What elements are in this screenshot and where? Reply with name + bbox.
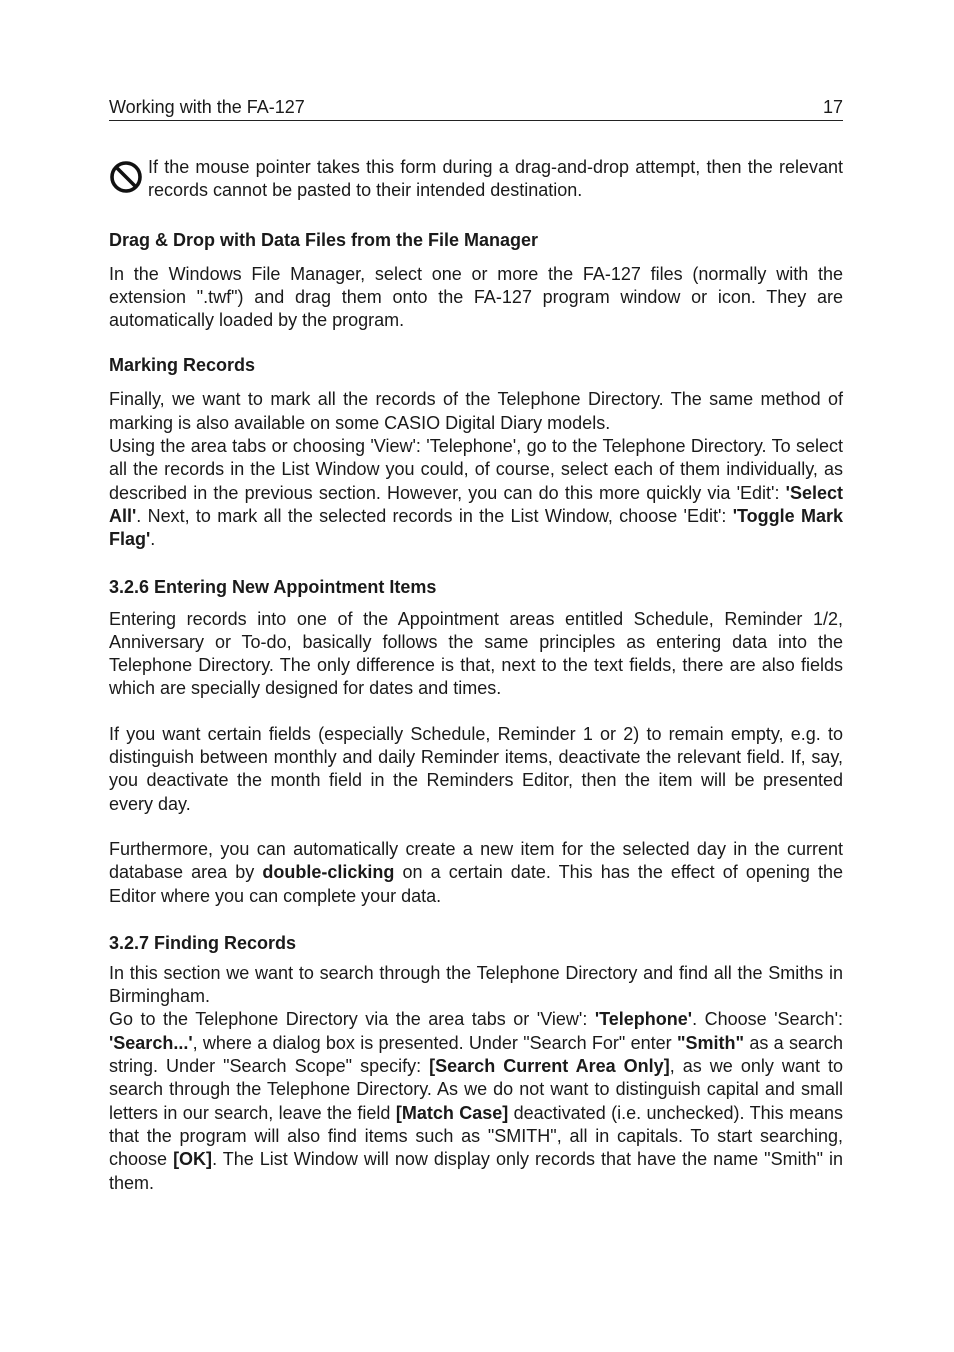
marking-paragraph-1: Finally, we want to mark all the records of the Telephone Directory. The same method of marking is also available on some CASIO Digital Diary models. bbox=[109, 389, 843, 433]
page-content bbox=[109, 156, 843, 1195]
marking-paragraph-2: Using the area tabs or choosing 'View': 'Telephone', go to the Telephone Directory. To select all the records in the List Window you could, of course, select each of them individually, as described in the previous section. However, you can do this more quickly via 'Edit': 'Select All'. Next, to mark all the selected records in the List Window, choose 'Edit': 'Toggle Mark Flag'. bbox=[109, 436, 843, 550]
note-text: If the mouse pointer takes this form during a drag-and-drop attempt, then the relevant records cannot be pasted to their intended destination. bbox=[148, 157, 843, 201]
finding-paragraph-2: Go to the Telephone Directory via the area tabs or 'View': 'Telephone'. Choose 'Search': 'Search...', where a dialog box is presented. Under "Search For" enter "Smith" as a search string. Under "Search Scope" specify: [Search Current Area Only], as we only want to search through the Telephone Directory. As we do not want to distinguish capital and small letters in our search, leave the field [Match Case] deactivated (i.e. unchecked). This means that the program will also find items such as "SMITH", all in capitals. To start searching, choose [OK]. The List Window will now display only records that have the name "Smith" in them. bbox=[109, 1009, 844, 1193]
page-number: 17 bbox=[822, 97, 843, 117]
prohibited-icon bbox=[109, 160, 143, 194]
double-clicking-term: double-clicking bbox=[262, 862, 395, 883]
heading-section-3-2-7: 3.2.7 Finding Records bbox=[109, 932, 297, 953]
appointments-paragraph-2: If you want certain fields (especially Schedule, Reminder 1 or 2) to remain empty, e.g. to distinguish between monthly and daily Reminder items, deactivate the relevant field. If, say, you deactivate the month field in the Reminders Editor, then the item will be presented every day. bbox=[109, 723, 843, 814]
heading-section-3-2-6: 3.2.6 Entering New Appointment Items bbox=[109, 576, 437, 597]
finding-paragraph-1: In this section we want to search through the Telephone Directory and find all the Smiths in Birmingham. bbox=[109, 962, 843, 1007]
select-all-command: 'Select All' bbox=[109, 482, 843, 526]
warning-note bbox=[109, 156, 843, 203]
running-header bbox=[109, 96, 843, 121]
heading-drag-drop: Drag & Drop with Data Files from the File Manager bbox=[109, 229, 539, 250]
heading-marking-records: Marking Records bbox=[109, 355, 256, 376]
toggle-mark-flag-command: 'Toggle Mark Flag' bbox=[109, 505, 843, 550]
drag-drop-body: In the Windows File Manager, select one or more the FA-127 files (normally with the extension ".twf") and drag them onto the FA-127 program window or icon. They are automatically loaded by the program. bbox=[109, 263, 843, 331]
appointments-paragraph-1: Entering records into one of the Appointment areas entitled Schedule, Reminder 1/2, Anniversary or To-do, basically follows the same principles as entering data into the Telephone Directory. The only difference is that, next to the text fields, there are also fields which are specially designed for dates and times. bbox=[109, 608, 843, 699]
header-title: Working with the FA-127 bbox=[109, 97, 305, 117]
appointments-paragraph-3: Furthermore, you can automatically create a new item for the selected day in the current database area by double-clicking on a certain date. This has the effect of opening the Editor where you can complete your data. bbox=[109, 838, 843, 906]
